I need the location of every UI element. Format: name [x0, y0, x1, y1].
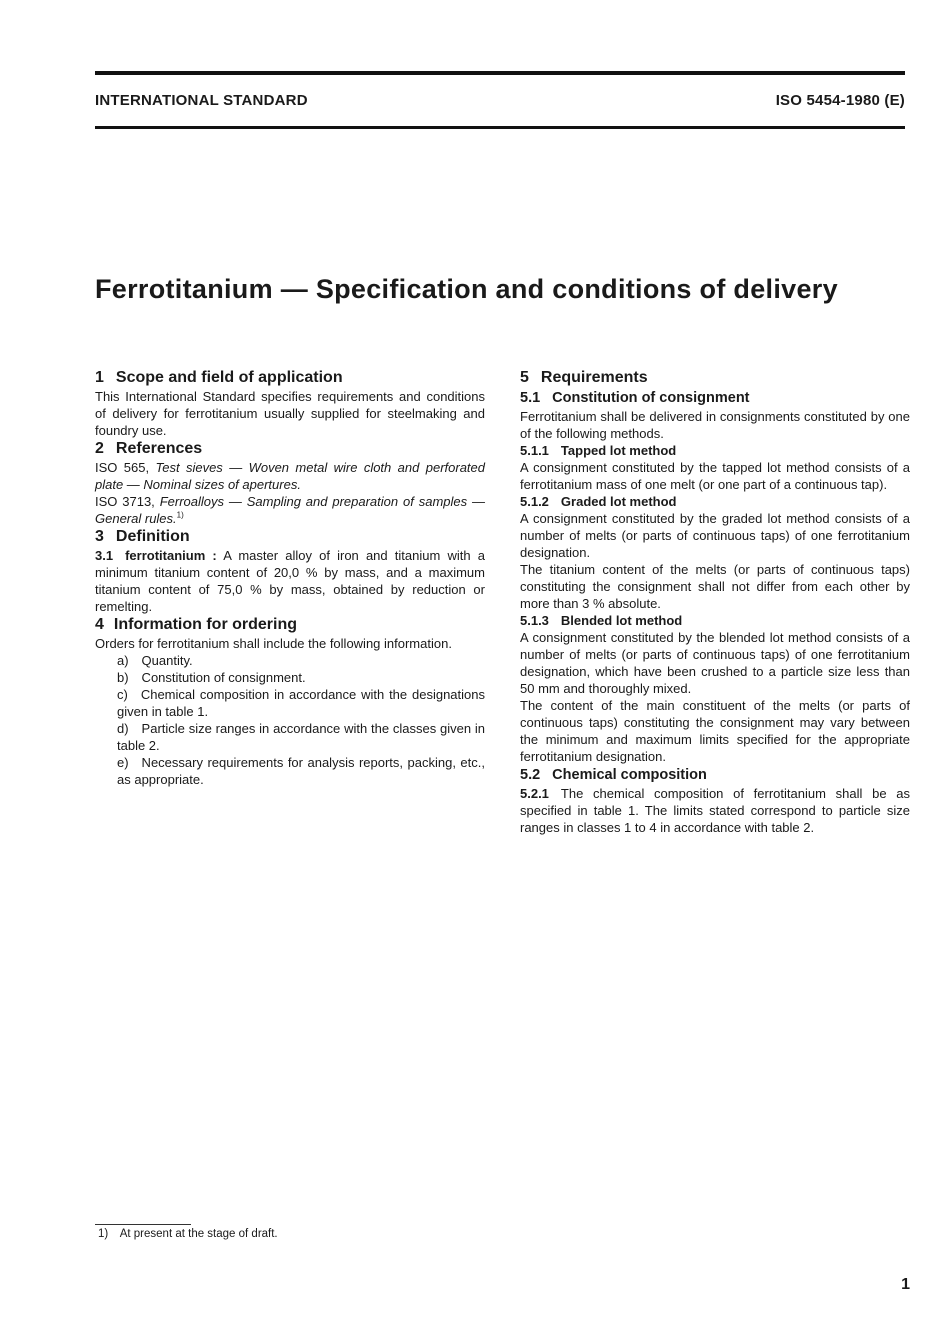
header-rule-bottom	[95, 126, 905, 129]
section-number: 3	[95, 528, 104, 545]
subsection-title: Chemical composition	[552, 767, 707, 783]
list-item: b) Constitution of consignment.	[117, 670, 306, 685]
clause-5-1-3-paragraph-1: A consignment constituted by the blended lot method consists of a number of melts (or parts of continuous taps) of one ferrotitanium designation, which have been crushed to a particle size less than 50 mm and thoroughly mixed.	[520, 630, 910, 696]
reference-iso-565	[95, 459, 485, 493]
subsection-5-2-heading	[520, 765, 910, 785]
right-column	[520, 368, 910, 836]
reference-title: Ferroalloys — Sampling and preparation of samples — General rules.	[95, 494, 485, 526]
section-title: Scope and field of application	[115, 369, 343, 386]
reference-code: ISO 565,	[95, 460, 150, 475]
clause-number: 3.1	[95, 548, 114, 563]
clause-number: 5.2.1	[520, 786, 549, 801]
section-title: Requirements	[540, 369, 648, 386]
section-1-heading	[95, 368, 485, 388]
section-2-heading	[95, 439, 485, 459]
list-item: a) Quantity.	[117, 653, 193, 668]
subsection-5-1-heading	[520, 388, 910, 408]
section-number: 2	[95, 440, 104, 457]
list-item: d) Particle size ranges in accordance with the classes given in table 2.	[117, 721, 485, 753]
left-column	[95, 368, 485, 788]
header-standard-number: ISO 5454-1980 (E)	[775, 92, 905, 109]
clause-5-1-3-paragraph-2: The content of the main constituent of the melts (or parts of continuous taps) constituting the consignment may vary between the minimum and maximum limits specified for the appropriate ferrotitanium designation.	[520, 698, 910, 764]
list-item: e) Necessary requirements for analysis reports, packing, etc., as appropriate.	[117, 755, 485, 787]
clause-5-1-1-paragraph: A consignment constituted by the tapped lot method consists of a ferrotitanium mass of one melt (or one part of a continuous tap).	[520, 460, 910, 492]
clause-text: The chemical composition of ferrotitanium shall be as specified in table 1. The limits stated correspond to particle size ranges in classes 1 to 4 in accordance with table 2.	[520, 786, 910, 835]
clause-title: Blended lot method	[560, 613, 683, 628]
clause-5-1-2-heading	[520, 493, 910, 510]
footnote-marker: 1)	[176, 510, 184, 520]
reference-code: ISO 3713,	[95, 494, 155, 509]
reference-title: Test sieves — Woven metal wire cloth and perforated plate — Nominal sizes of apertures.	[95, 460, 485, 492]
footnote: 1) At present at the stage of draft.	[98, 1228, 278, 1240]
definition-text: A master alloy of iron and titanium with a minimum titanium content of 20,0 % by mass, and a maximum titanium content of 75,0 % by mass, obtained by reduction or remelting.	[95, 548, 485, 614]
document-title: Ferrotitanium — Specification and conditions of delivery	[95, 274, 838, 304]
list-item: c) Chemical composition in accordance with the designations given in table 1.	[117, 687, 485, 719]
defined-term: ferrotitanium :	[125, 548, 217, 563]
page-number: 1	[901, 1276, 910, 1293]
section-title: Information for ordering	[113, 616, 298, 633]
clause-5-1-1-heading	[520, 442, 910, 459]
clause-title: Tapped lot method	[560, 443, 677, 458]
section-3-heading	[95, 527, 485, 547]
subsection-5-1-paragraph: Ferrotitanium shall be delivered in consignments constituted by one of the following methods.	[520, 409, 910, 441]
footnote-rule	[95, 1224, 191, 1225]
clause-5-1-2-paragraph-1: A consignment constituted by the graded lot method consists of a number of melts (or parts of continuous taps) of one ferrotitanium designation.	[520, 511, 910, 560]
clause-5-2-1-paragraph	[520, 785, 910, 836]
section-number: 5	[520, 369, 529, 386]
clause-number: 5.1.2	[520, 494, 549, 509]
section-4-heading	[95, 615, 485, 635]
clause-5-1-3-heading	[520, 612, 910, 629]
section-4-intro: Orders for ferrotitanium shall include the following information.	[95, 636, 452, 651]
header-rule-top	[95, 71, 905, 75]
section-title: Definition	[115, 528, 190, 545]
clause-number: 5.1.1	[520, 443, 549, 458]
clause-title: Graded lot method	[560, 494, 677, 509]
reference-iso-3713	[95, 493, 485, 527]
section-number: 1	[95, 369, 104, 386]
clause-number: 5.1.3	[520, 613, 549, 628]
subsection-number: 5.2	[520, 767, 541, 783]
section-1-paragraph: This International Standard specifies requirements and conditions of delivery for ferrotitanium usually supplied for steelmaking and foundry use.	[95, 389, 485, 438]
header-standard-label: INTERNATIONAL STANDARD	[95, 92, 308, 109]
clause-5-1-2-paragraph-2: The titanium content of the melts (or parts of continuous taps) constituting the consignment shall not differ from each other by more than 3 % absolute.	[520, 562, 910, 611]
section-5-heading	[520, 368, 910, 388]
subsection-number: 5.1	[520, 390, 541, 406]
definition-3-1	[95, 547, 485, 615]
subsection-title: Constitution of consignment	[552, 390, 750, 406]
section-title: References	[115, 440, 203, 457]
section-number: 4	[95, 616, 104, 633]
